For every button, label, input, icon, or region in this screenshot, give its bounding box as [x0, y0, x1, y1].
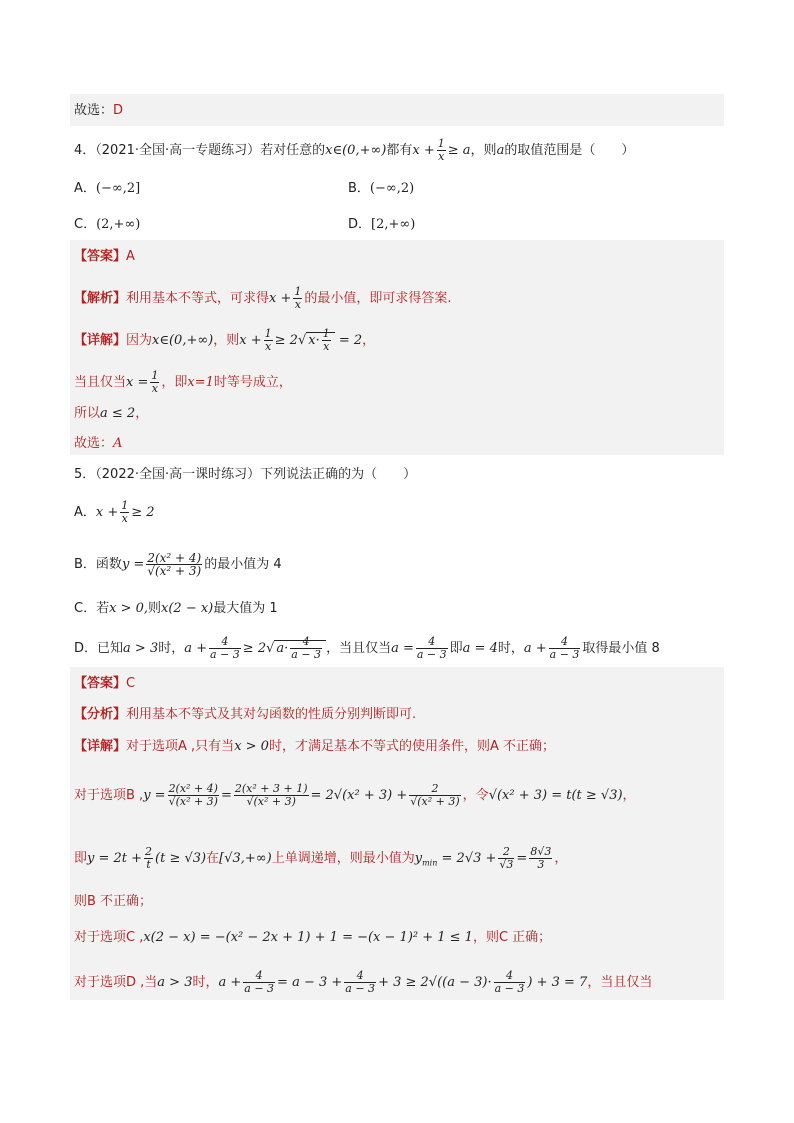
q5-c-line-a: 对于选项C ,: [74, 930, 144, 945]
q4-option-c: [74, 216, 140, 234]
q5-answer-label: 【答案】: [74, 676, 127, 691]
q4-analysis-a: 利用基本不等式，可求得: [126, 291, 270, 306]
q5-opt-d-letter: D．: [74, 641, 98, 656]
q5-opt-d-e: a = 4: [462, 641, 498, 656]
q5-stem-text: 下列说法正确的为（ ）: [260, 467, 417, 482]
q5-c-line-expr: x(2 − x) = −(x² − 2x + 1) + 1 = −(x − 1)² + 1 ≤ 1: [143, 930, 473, 945]
q4-opt-c-letter: C．: [74, 217, 97, 232]
q5-not-b: [74, 893, 152, 911]
q5-analysis-text: 利用基本不等式及其对勾函数的性质分别判断即可.: [126, 707, 417, 722]
q4-detail: [74, 328, 375, 353]
q5-opt-d-eq: a = $\frac{4}{a - 3}$: [391, 635, 447, 661]
q4-frac-den: x: [438, 150, 445, 163]
q4-opt-d-text: [2,+∞): [371, 217, 416, 232]
q5-detail-i-line: [74, 846, 567, 873]
q4-analysis: [74, 286, 452, 311]
q4-so-expr: a ≤ 2: [100, 406, 136, 421]
q5-d-line-cond: a > 3: [157, 975, 193, 990]
q4-option-a: [74, 180, 140, 198]
q5-opt-c-c: 最大值为 1: [213, 601, 278, 616]
q4-frac-num: 1: [437, 137, 445, 150]
q5-d-line-a: 对于选项D ,当: [74, 975, 158, 990]
q5-c-line-b: ，则C 正确；: [472, 930, 552, 945]
q5-opt-d-min: a + $\frac{4}{a - 3}$: [523, 635, 580, 661]
q4-analysis-label: 【解析】: [74, 291, 127, 306]
q4-eq-d: 时等号成立，: [213, 375, 292, 390]
q4-answer-value: A: [126, 249, 135, 264]
top-band: [70, 94, 724, 126]
q4-analysis-expr: x +: [269, 291, 292, 306]
q4-detail-c: ，: [362, 333, 376, 348]
q5-opt-c-b: 则: [148, 601, 162, 616]
q5-opt-c-cond: x > 0,: [109, 601, 148, 616]
q4-so-b: ，: [135, 406, 149, 421]
q5-opt-d-ineq: a + $\frac{4}{a - 3}$ ≥ 2√ a· $\frac{4}{a - 3}$: [184, 641, 326, 656]
q5-not-b-text: 则B 不正确；: [74, 894, 153, 909]
q4-opt-a-letter: A．: [74, 181, 96, 196]
q5-opt-d-d: 即: [449, 641, 463, 656]
q4-cond: x∈(0,+∞): [325, 143, 387, 158]
q5-stem: [74, 466, 416, 484]
q5-opt-d-f: 时，: [497, 641, 524, 656]
q5-opt-c-letter: C．: [74, 601, 97, 616]
q4-so-a: 所以: [74, 406, 101, 421]
q5-i-line-c: 上单调递增，则最小值为: [271, 851, 415, 866]
prev-choose-line: [74, 102, 123, 120]
q4-stem-c: ，则: [470, 143, 497, 158]
q4-answer: [74, 248, 135, 266]
q4-opt-c-text: (2,+∞): [96, 217, 141, 232]
q4-so: [74, 405, 148, 423]
q5-source: （2022·全国·高一课时练习）: [95, 467, 261, 482]
q4-var: a: [496, 143, 505, 158]
q5-analysis-label: 【分析】: [74, 707, 127, 722]
q4-choose-value: A: [113, 436, 123, 451]
q4-choose: [74, 435, 122, 453]
q5-option-c: [74, 600, 278, 618]
q4-stem-b: 都有: [386, 143, 413, 158]
q5-detail-cond: x > 0: [234, 739, 269, 754]
q5-i-line-b: 在: [206, 851, 220, 866]
q4-opt-b-letter: B．: [348, 181, 370, 196]
q5-opt-a-letter: A．: [74, 505, 96, 520]
q5-i-line-expr: y = 2t + $\frac{2}{t}$ (t ≥ √3): [87, 845, 207, 871]
q4-stem-d: 的取值范围是（ ）: [504, 143, 635, 158]
q4-number: 4．: [74, 143, 96, 158]
q4-eq-a: 当且仅当: [74, 375, 127, 390]
q5-i-line-range: [√3,+∞): [219, 851, 272, 866]
q5-opt-d-cond: a > 3: [123, 641, 159, 656]
q5-opt-c-a: 若: [96, 601, 110, 616]
choose-value: D: [113, 103, 124, 118]
q4-detail-label: 【详解】: [74, 333, 127, 348]
q5-opt-b-b: 的最小值为 4: [204, 557, 282, 572]
q4-eq-c: x=1: [187, 375, 214, 390]
q4-option-d: [348, 216, 415, 234]
q4-stem: [74, 138, 634, 163]
q4-detail-a: 因为: [126, 333, 153, 348]
q4-analysis-num: 1: [294, 285, 302, 298]
q5-b-line-b: ，令: [462, 788, 489, 803]
q4-ineq-pre: x +: [412, 143, 435, 158]
q5-opt-b-letter: B．: [74, 557, 96, 572]
q4-eq-expr: x = $\frac{1}{x}$: [126, 369, 159, 395]
q4-detail-cond: x∈(0,+∞): [152, 333, 214, 348]
q5-opt-b-a: 函数: [95, 557, 122, 572]
q4-analysis-b: 的最小值，即可求得答案.: [304, 291, 452, 306]
q5-d-line-c: ，当且仅当: [587, 975, 653, 990]
q5-opt-c-expr: x(2 − x): [161, 601, 214, 616]
q4-option-b: [348, 180, 414, 198]
q5-i-line-a: 即: [74, 851, 88, 866]
q4-stem-a: 若对任意的: [260, 143, 326, 158]
q4-opt-b-text: (−∞,2): [369, 181, 415, 196]
q5-i-line-d: ，: [554, 851, 568, 866]
q4-analysis-frac: [293, 286, 302, 311]
q5-opt-d-g: 取得最小值 8: [582, 641, 660, 656]
q5-number: 5．: [74, 467, 96, 482]
q4-ineq-post: ≥ a: [447, 143, 471, 158]
q5-opt-b-expr: y = $\frac{\text{2(x² + 4)}}{\text{√(x² + 3)}}$: [121, 551, 202, 578]
q4-source: （2021·全国·高一专题练习）: [95, 143, 261, 158]
q5-detail-d-line: [74, 970, 652, 995]
q4-opt-a-text: (−∞,2]: [95, 181, 141, 196]
q5-opt-a-expr: x + $\frac{1}{x}$ ≥ 2: [95, 499, 155, 525]
q5-option-a: [74, 500, 155, 525]
q4-detail-b: ，则: [213, 333, 240, 348]
q4-detail-expr: x + $\frac{1}{x}$ ≥ 2√ x· $\frac{1}{x}$ = 2: [239, 327, 363, 353]
q5-analysis: [74, 706, 416, 724]
q4-eq-b: ，即: [161, 375, 188, 390]
q4-frac: [437, 138, 446, 163]
q5-b-line-c: ，: [622, 788, 636, 803]
q5-opt-d-b: 时，: [158, 641, 185, 656]
q5-detail-label: 【详解】: [74, 739, 127, 754]
q5-opt-d-a: 已知: [97, 641, 124, 656]
q5-b-line-sub: √(x² + 3) = t(t ≥ √3): [488, 788, 623, 803]
q5-d-line-b: 时，: [192, 975, 219, 990]
q5-detail-c-line: [74, 929, 551, 947]
q5-answer: [74, 675, 135, 693]
choose-label: 故选：: [74, 103, 114, 118]
q5-detail-a: [74, 738, 555, 756]
q5-answer-value: C: [126, 676, 136, 691]
q4-analysis-den: x: [294, 298, 301, 311]
q4-equality: [74, 370, 292, 395]
q5-i-line-min: $y_{min} = 2√3$ + $\frac{2}{√3}$ = $\frac{8√3}{3}$: [414, 845, 552, 871]
q5-b-line-a: 对于选项B ,: [74, 788, 144, 803]
q4-choose-label: 故选：: [74, 436, 114, 451]
q4-answer-label: 【答案】: [74, 249, 127, 264]
q4-opt-d-letter: D．: [348, 217, 372, 232]
q5-opt-d-c: ，当且仅当: [326, 641, 392, 656]
q5-detail-b: 时，才满足基本不等式的使用条件，则A 不正确；: [268, 739, 555, 754]
q5-b-line-expr: y = $\frac{\text{2(x² + 4)}}{\text{√(x² + 3)}}$ = $\frac{\text{2(x² + 3 + 1)}}{\text{√(x² + 3)}}$ = 2√(x² + 3) + $\frac{2}{\text{√(x² + 3)}}$: [143, 782, 460, 808]
q5-d-line-expr: a + $\frac{4}{a - 3}$ = a − 3 + $\frac{4}{a - 3}$ + 3 ≥ 2√((a − 3)· $\frac{4}{a - 3}$ ) + 3 = 7: [218, 969, 588, 995]
q5-detail-b-line: [74, 783, 636, 808]
q5-option-d: [74, 636, 660, 661]
q5-detail-a-text: 对于选项A ,只有当: [126, 739, 235, 754]
q5-option-b: [74, 552, 282, 577]
